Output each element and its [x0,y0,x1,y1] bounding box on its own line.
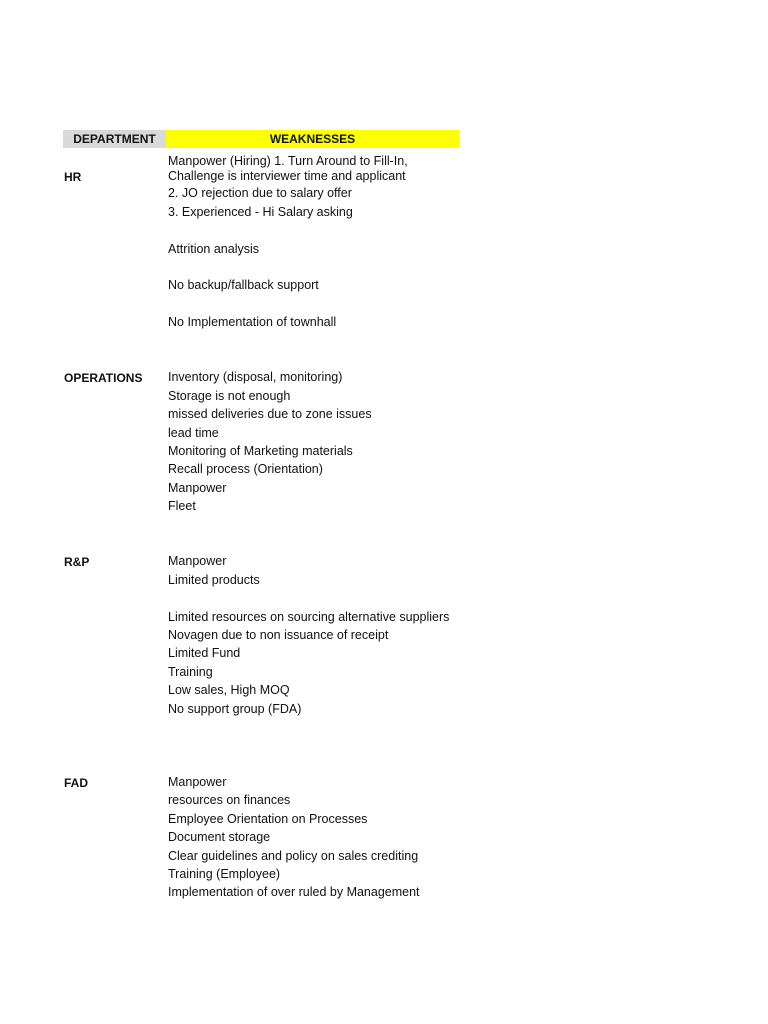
weakness-item: Manpower (Hiring) 1. Turn Around to Fill-In, [168,154,408,168]
weakness-item: Limited products [168,573,260,587]
weakness-item: Storage is not enough [168,389,291,403]
weakness-item: No Implementation of townhall [168,315,337,329]
weakness-item: No backup/fallback support [168,278,319,292]
weakness-item: 2. JO rejection due to salary offer [168,186,352,200]
weakness-item: Limited resources on sourcing alternative suppliers [168,610,450,624]
weakness-item: 3. Experienced - Hi Salary asking [168,205,353,219]
weakness-item: Fleet [168,499,196,513]
weakness-item: Inventory (disposal, monitoring) [168,370,343,384]
weakness-item: resources on finances [168,793,291,807]
weakness-item: Training [168,665,213,679]
weakness-item: missed deliveries due to zone issues [168,407,372,421]
weakness-item: Document storage [168,830,271,844]
weakness-item: Training (Employee) [168,867,281,881]
weakness-item: Implementation of over ruled by Management [168,885,420,899]
weakness-item: Low sales, High MOQ [168,683,290,697]
department-label-hr: HR [64,170,82,184]
department-column-header: DEPARTMENT [63,130,166,148]
weakness-item: Manpower [168,775,227,789]
weakness-item: Manpower [168,554,227,568]
weakness-item: Monitoring of Marketing materials [168,444,353,458]
weakness-item: Challenge is interviewer time and applicant [168,169,406,183]
weaknesses-column-header: WEAKNESSES [166,130,459,148]
weakness-item: Employee Orientation on Processes [168,812,368,826]
weakness-item: Clear guidelines and policy on sales crediting [168,849,419,863]
department-label-operations: OPERATIONS [64,371,143,385]
department-label-fad: FAD [64,776,88,790]
department-label-rp: R&P [64,555,90,569]
weakness-item: Attrition analysis [168,242,260,256]
weakness-item: Recall process (Orientation) [168,462,323,476]
weakness-item: No support group (FDA) [168,702,302,716]
weakness-item: Limited Fund [168,646,241,660]
weakness-item: lead time [168,426,219,440]
weakness-item: Manpower [168,481,227,495]
weakness-item: Novagen due to non issuance of receipt [168,628,389,642]
